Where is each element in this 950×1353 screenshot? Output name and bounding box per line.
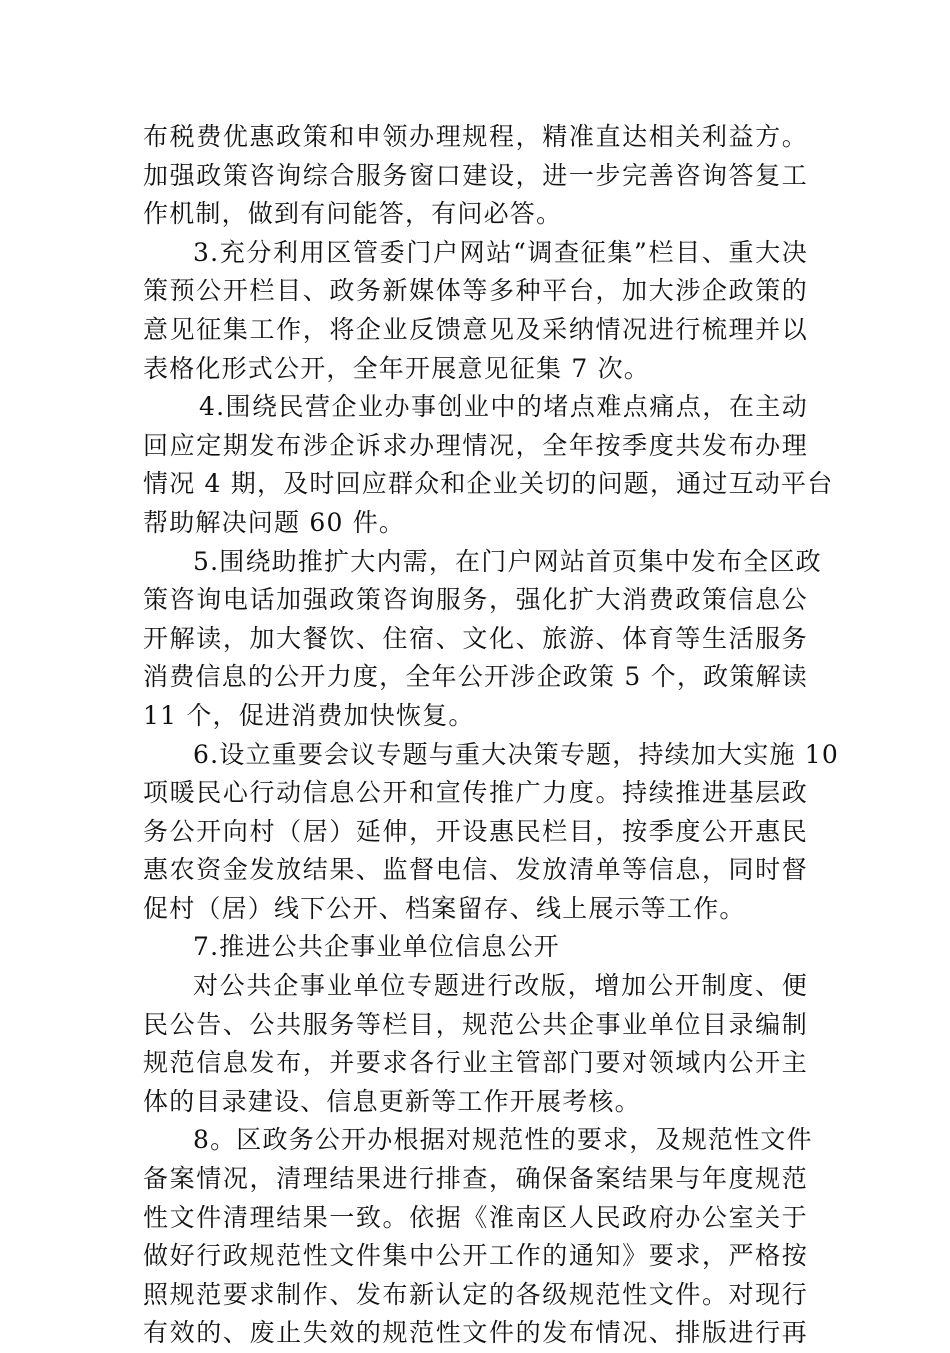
text-line: 做好行政规范性文件集中公开工作的通知》要求，严格按 <box>143 1241 808 1271</box>
section-heading: 7.推进公共企事业单位信息公开 <box>193 932 560 962</box>
text-line: 回应定期发布涉企诉求办理情况，全年按季度共发布办理 <box>143 430 808 460</box>
text-line: 表格化形式公开，全年开展意见征集 7 次。 <box>143 353 651 383</box>
text-line: 策咨询电话加强政策咨询服务，强化扩大消费政策信息公 <box>143 585 808 615</box>
text-line: 务公开向村（居）延伸，开设惠民栏目，按季度公开惠民 <box>143 816 808 846</box>
text-line: 有效的、废止失效的规范性文件的发布情况、排版进行再 <box>143 1318 808 1348</box>
text-line: 3.充分利用区管委门户网站“调查征集”栏目、重大决 <box>193 237 808 267</box>
paragraph-item-7-body <box>143 967 808 1121</box>
text-line: 对公共企事业单位专题进行改版，增加公开制度、便 <box>193 971 808 1001</box>
text-line: 促村（居）线下公开、档案留存、线上展示等工作。 <box>143 893 746 923</box>
paragraph-item-5 <box>143 543 822 736</box>
text-line: 开解读，加大餐饮、住宿、文化、旅游、体育等生活服务 <box>143 623 808 653</box>
text-line: 备案情况，清理结果进行排查，确保备案结果与年度规范 <box>143 1164 808 1194</box>
paragraph-item-6 <box>143 736 840 929</box>
text-line: 民公告、公共服务等栏目，规范公共企事业单位目录编制 <box>143 1009 808 1039</box>
text-line: 消费信息的公开力度，全年公开涉企政策 5 个，政策解读 <box>143 662 808 692</box>
text-line: 布税费优惠政策和申领办理规程，精准直达相关利益方。 <box>143 122 808 151</box>
text-line: 性文件清理结果一致。依据《淮南区人民政府办公室关于 <box>143 1202 808 1232</box>
text-line: 体的目录建设、信息更新等工作开展考核。 <box>143 1086 641 1116</box>
paragraph-item-7-heading <box>143 928 808 967</box>
text-line: 惠农资金发放结果、监督电信、发放清单等信息，同时督 <box>143 855 808 885</box>
text-line: 11 个，促进消费加快恢复。 <box>143 700 475 730</box>
paragraph-continuation <box>143 118 808 234</box>
paragraph-item-8 <box>143 1121 813 1353</box>
text-line: 4.围绕民营企业办事创业中的堵点难点痛点，在主动 <box>199 392 808 422</box>
text-line: 意见征集工作，将企业反馈意见及采纳情况进行梳理并以 <box>143 314 808 344</box>
text-line: 项暖民心行动信息公开和宣传推广力度。持续推进基层政 <box>143 778 808 808</box>
text-line: 策预公开栏目、政务新媒体等多种平台，加大涉企政策的 <box>143 276 808 306</box>
text-line: 6.设立重要会议专题与重大决策专题，持续加大实施 10 <box>193 739 840 769</box>
document-body <box>143 118 840 1353</box>
text-line: 照规范要求制作、发布新认定的各级规范性文件。对现行 <box>143 1279 808 1309</box>
text-line: 情况 4 期，及时回应群众和企业关切的问题，通过互动平台 <box>143 469 834 499</box>
text-line: 帮助解决问题 60 件。 <box>143 507 406 537</box>
text-line: 规范信息发布，并要求各行业主管部门要对领域内公开主 <box>143 1048 808 1078</box>
text-line: 加强政策咨询综合服务窗口建设，进一步完善咨询答复工 <box>143 160 808 190</box>
paragraph-item-4 <box>143 388 834 542</box>
text-line: 8。区政务公开办根据对规范性的要求，及规范性文件 <box>193 1125 813 1155</box>
text-line: 作机制，做到有问能答，有问必答。 <box>143 199 563 229</box>
paragraph-item-3 <box>143 234 808 388</box>
text-line: 5.围绕助推扩大内需，在门户网站首页集中发布全区政 <box>193 546 822 576</box>
